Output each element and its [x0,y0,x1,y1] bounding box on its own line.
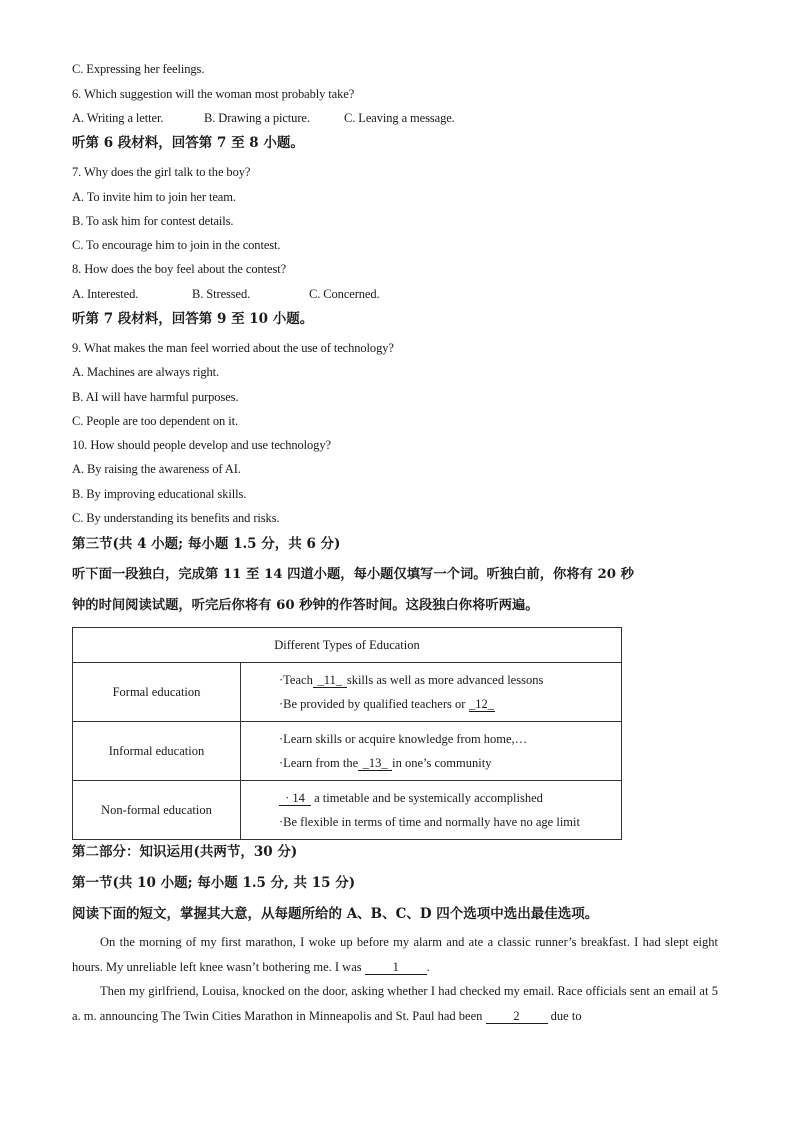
text-segment: skills as well as more advanced lessons [346,673,544,687]
row-description [241,781,622,840]
row-description [241,722,622,781]
q7-option-c: C. To encourage him to join in the contest. [72,238,281,252]
description-line [279,810,621,834]
row-type-informal: Informal education [73,722,241,781]
text-segment: due to [547,1008,582,1023]
education-types-table [72,627,622,840]
answer-blank-14[interactable]: · 14 [279,792,311,806]
q8-stem: 8. How does the boy feel about the contest? [72,262,287,276]
description-line [279,727,621,751]
passage-paragraph-2 [72,979,718,1028]
q5-option-c: C. Expressing her feelings. [72,62,205,76]
q10-option-c: C. By understanding its benefits and risks. [72,511,280,525]
row-type-nonformal: Non-formal education [73,781,241,840]
part3-instruction-line1: 听下面一段独白，完成第 11 至 14 四道小题，每小题仅填写一个词。听独白前，你将有 20 秒 [72,567,634,582]
q6-stem: 6. Which suggestion will the woman most probably take? [72,87,355,101]
text-segment: ·Teach [279,673,313,687]
q9-option-c: C. People are too dependent on it. [72,414,239,428]
q8-option-b: B. Stressed. [192,287,251,301]
passage-paragraph-1 [72,930,718,979]
text-segment: ·Learn skills or acquire knowledge from home,… [279,732,528,746]
section-7-heading: 听第 7 段材料，回答第 9 至 10 小题。 [72,311,314,327]
q7-option-b: B. To ask him for contest details. [72,214,234,228]
q10-option-a: A. By raising the awareness of AI. [72,462,241,476]
description-line [279,668,621,692]
section-6-heading: 听第 6 段材料，回答第 7 至 8 小题。 [72,135,304,151]
q9-stem: 9. What makes the man feel worried about the use of technology? [72,341,394,355]
part3-title: 第三节(共 4 小题; 每小题 1.5 分，共 6 分) [72,536,341,552]
q6-options [72,110,455,126]
row-type-formal: Formal education [73,663,241,722]
q8-option-c: C. Concerned. [309,287,380,301]
text-segment: On the morning of my first marathon, I woke up before my alarm and ate a classic runner’s breakfast. I had slept eight hours. My unreliable left knee wasn’t bothering me. I was [72,935,718,974]
q6-option-b: B. Drawing a picture. [204,111,310,125]
description-line [279,786,621,810]
q8-options [72,286,380,302]
text-segment: Then my girlfriend, Louisa, knocked on the door, asking whether I had checked my email. Race officials sent an email at 5 a. m. announcing The Twin Cities Marathon in Minneapolis and St. Paul had been [72,984,718,1023]
table-row [73,781,622,840]
text-segment: ·Be provided by qualified teachers or [279,697,469,711]
text-segment: in one’s community [392,756,492,770]
table-row [73,722,622,781]
text-segment: ·Be flexible in terms of time and normally have no age limit [279,815,580,829]
part2-title: 第二部分：知识运用(共两节，30 分) [72,844,298,860]
q6-option-c: C. Leaving a message. [344,111,455,125]
q7-stem: 7. Why does the girl talk to the boy? [72,165,251,179]
description-line [279,692,621,716]
q8-option-a: A. Interested. [72,287,139,301]
row-description [241,663,622,722]
text-segment: . [426,959,430,974]
text-segment: a timetable and be systemically accomplished [311,791,543,805]
q10-option-b: B. By improving educational skills. [72,487,247,501]
cloze-blank-1[interactable]: 1 [365,960,427,975]
table-header: Different Types of Education [73,628,622,663]
text-segment: ·Learn from the [279,756,359,770]
cloze-blank-2[interactable]: 2 [486,1009,548,1024]
q7-option-a: A. To invite him to join her team. [72,190,236,204]
description-line [279,751,621,775]
part3-instruction-line2: 钟的时间阅读试题，听完后你将有 60 秒钟的作答时间。这段独白你将听两遍。 [72,598,539,613]
q9-option-b: B. AI will have harmful purposes. [72,390,239,404]
part2-section1-title: 第一节(共 10 小题; 每小题 1.5 分, 共 15 分) [72,875,356,891]
q9-option-a: A. Machines are always right. [72,365,220,379]
answer-blank-11[interactable]: _11_ [313,674,347,688]
part2-instruction: 阅读下面的短文，掌握其大意，从每题所给的 A、B、C、D 四个选项中选出最佳选项。 [72,906,599,922]
answer-blank-13[interactable]: _13_ [358,757,392,771]
answer-blank-12[interactable]: _12_ [469,697,495,711]
q6-option-a: A. Writing a letter. [72,111,164,125]
q10-stem: 10. How should people develop and use technology? [72,438,331,452]
table-row [73,663,622,722]
